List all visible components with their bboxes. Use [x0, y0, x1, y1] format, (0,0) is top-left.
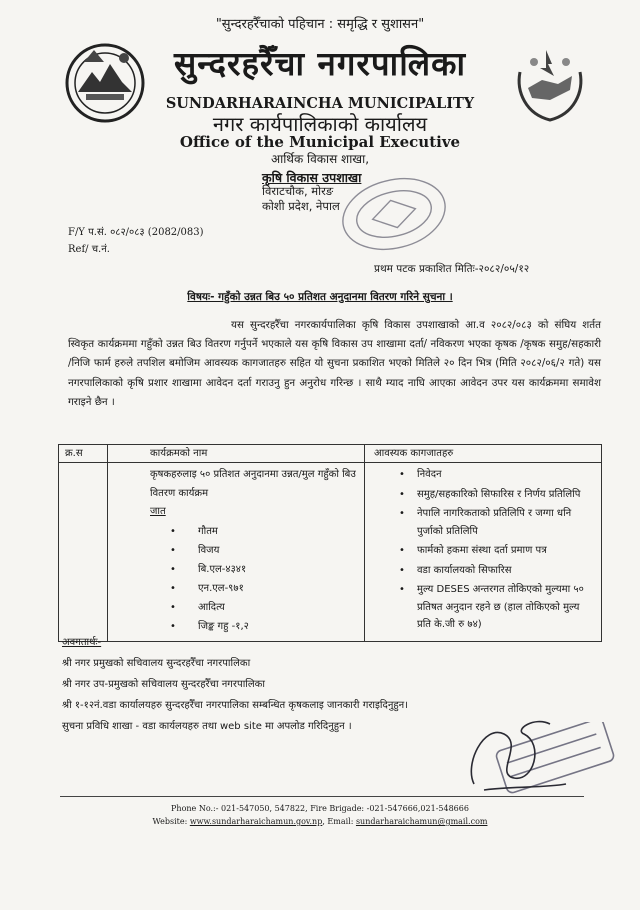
list-item: • नेपालि नागरिकताको प्रतिलिपि र जग्गा धनि पुर्जाको प्रतिलिपि: [417, 505, 595, 540]
table-row: [59, 463, 602, 642]
cc-heading: अवगतार्थः-: [62, 637, 102, 648]
col-header-serial: क्र.स: [59, 445, 108, 463]
cc-line: श्री नगर उप-प्रमुखको सचिवालय सुन्दरहरैँचा नगरपालिका: [62, 679, 265, 690]
col-header-documents: आवस्यक कागजातहरु: [365, 445, 602, 463]
varieties-list: [150, 522, 364, 636]
varieties-label: जात: [150, 506, 166, 517]
serial-cell: [59, 463, 108, 642]
program-title: कृषकहरुलाइ ५० प्रतिशत अनुदानमा उन्नत/मुल गहुँको बिउ वितरण कार्यक्रम: [150, 469, 356, 499]
notice-body: यस सुन्दरहरैँचा नगरकार्यपालिका कृषि विकास उपशाखाको आ.व २०८२/०८३ को संघिय शर्तत स्विकृत कार्यक्रममा गहुँको उन्नत बिउ वितरण गर्नुपर्ने भएकाले यस कृषि विकास उप शाखामा दर्ता/ नविकरण भएका कृषक /कृषक समुह/सहकारी /निजि फार्म हरुले तपशिल बमोजिम आवस्यक कागजातहरु सहित यो सुचना प्रकाशित भएको मितिले २० दिन भित्र (मिति २०८२/०६/२ गते) यस नगरपालिकाको कृषि प्रशार शाखामा आवेदन दर्ता गराउनु हुन अनुरोध गरिन्छ । साथै म्याद नाघि आएका आवेदन उपर यस कार्यक्रममा समावेश गराइने छैन ।: [68, 319, 601, 408]
list-item: • आदित्य: [198, 598, 364, 617]
address-line-2: कोशी प्रदेश, नेपाल: [262, 199, 340, 213]
cc-line: श्री १-१२नं.वडा कार्यालयहरु सुन्दरहरैँचा नगरपालिका सम्बन्धित कृषकलाइ जानकारी गराइदिनुहुन।: [62, 700, 409, 711]
list-item: • जिङ्क गहु -१,२: [198, 617, 364, 636]
list-item: • वडा कार्यालयको सिफारिस: [417, 562, 595, 580]
signature-icon: [454, 704, 574, 800]
footer-contact: [0, 817, 640, 826]
fiscal-year: F/Y प.सं. ०८२/०८३ (2082/083): [68, 227, 204, 238]
sub-branch-name: कृषि विकास उपशाखा: [262, 170, 362, 185]
office-stamp-icon: [334, 170, 454, 258]
published-date: प्रथम पटक प्रकाशित मितिः-२०८२/०५/१२: [374, 263, 530, 275]
office-name-en: Office of the Municipal Executive: [179, 133, 461, 151]
program-cell: [108, 463, 365, 642]
list-item: • समुह/सहकारिको सिफारिस र निर्णय प्रतिलिपि: [417, 486, 595, 504]
email-label: , Email:: [322, 817, 356, 826]
website-link[interactable]: www.sundarharaichamun.gov.np: [189, 817, 323, 826]
cc-line: श्री नगर प्रमुखको सचिवालय सुन्दरहरैँचा नगरपालिका: [62, 658, 251, 669]
website-label: Website:: [152, 817, 190, 826]
list-item: • बि.एल-४३४१: [198, 560, 364, 579]
list-item: • निवेदन: [417, 466, 595, 484]
footer-phone: Phone No.:- 021-547050, 547822, Fire Brigade: -021-547666,021-548666: [171, 804, 469, 813]
office-name-np: नगर कार्यपालिकाको कार्यालय: [212, 112, 428, 136]
address-line-1: विराटचौक, मोरङ: [262, 184, 334, 198]
list-item: • एन.एल-९७१: [198, 579, 364, 598]
municipality-name-en: SUNDARHARAINCHA MUNICIPALITY: [165, 95, 475, 112]
list-item: • मुल्य DESES अन्तरगत तोकिएको मुल्यमा ५० प्रतिषत अनुदान रहने छ (हाल तोकिएको मुल्य प्रति के.जी रु ७४): [417, 581, 595, 634]
cc-line: सुचना प्रविधि शाखा - वडा कार्यलयहरु तथा web site मा अपलोड गरिदिनुहुन ।: [62, 721, 352, 732]
branch-name: आर्थिक विकास शाखा,: [270, 152, 370, 166]
municipality-name-np: सुन्दरहरैँचा नगरपालिका: [173, 44, 467, 83]
table-header-row: [59, 445, 602, 463]
reference-number: Ref/ च.नं.: [68, 244, 110, 255]
list-item: • फार्मको हकमा संस्था दर्ता प्रमाण पत्र: [417, 542, 595, 560]
list-item: • गौतम: [198, 522, 364, 541]
col-header-program: कार्यक्रमको नाम: [108, 445, 365, 463]
footer-divider: [60, 796, 584, 797]
requirements-table: [58, 444, 602, 642]
documents-cell: [365, 463, 602, 642]
list-item: • विजय: [198, 541, 364, 560]
slogan: "सुन्दरहरैँचाको पहिचान : समृद्धि र सुशासन": [215, 17, 425, 32]
documents-list: [395, 466, 595, 634]
notice-subject: विषयः- गहुँको उन्नत बिउ ५० प्रतिशत अनुदानमा वितरण गरिने सुचना ।: [187, 291, 453, 303]
email-link[interactable]: sundarharaichamun@gmail.com: [355, 817, 488, 826]
